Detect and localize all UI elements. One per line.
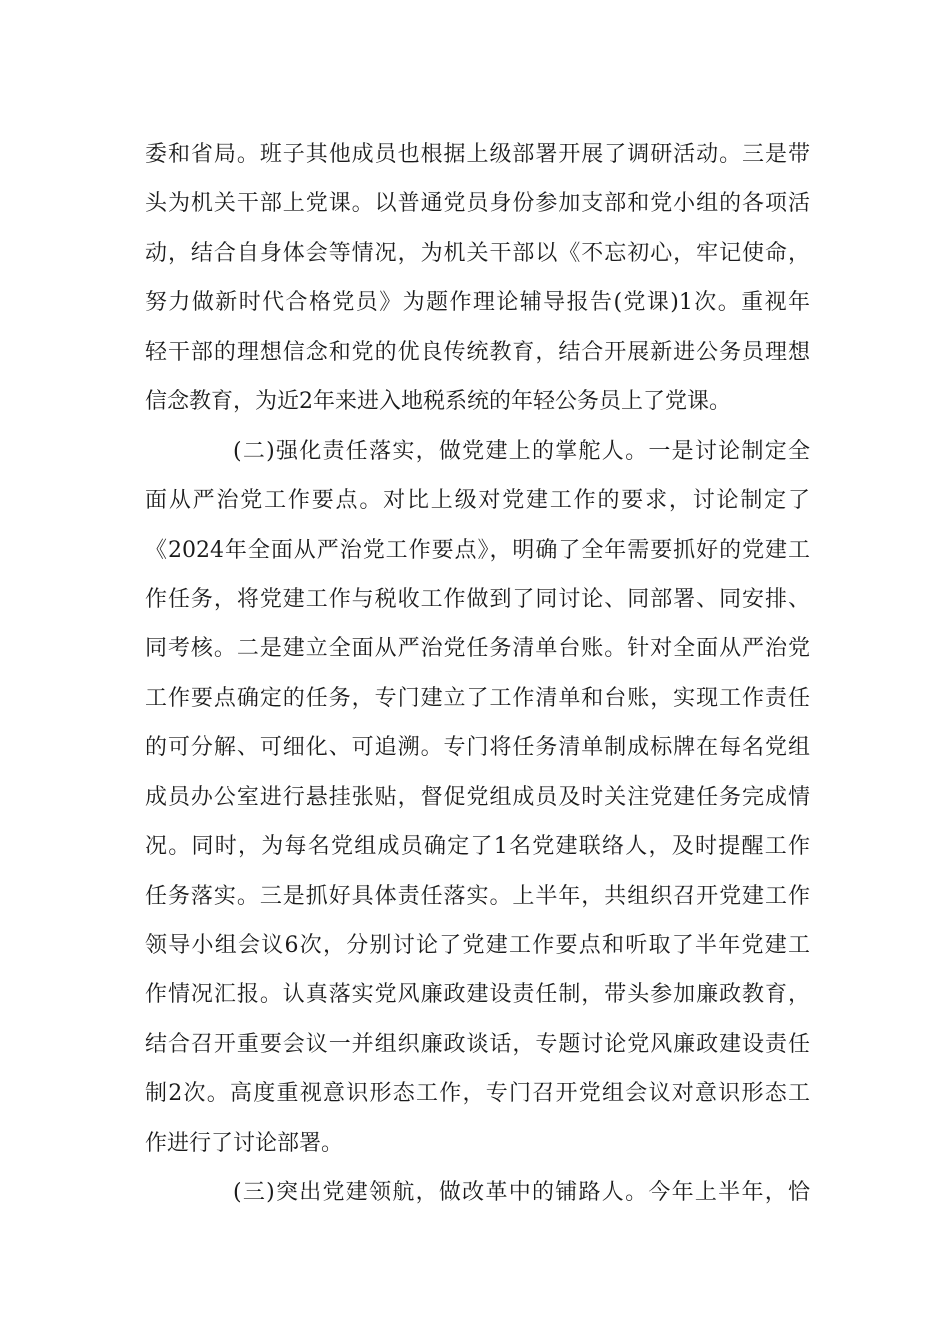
text-line: 面从严治党工作要点。对比上级对党建工作的要求，讨论制定了 [145,488,810,514]
text-line: 动，结合自身体会等情况，为机关干部以《不忘初心，牢记使命， [145,240,810,266]
text-line: 委和省局。班子其他成员也根据上级部署开展了调研活动。三是带 [145,142,810,167]
text-line: 《2024年全面从严治党工作要点》，明确了全年需要抓好的党建工 [145,537,810,563]
text-line: 的可分解、可细化、可追溯。专门将任务清单制成标牌在每名党组 [145,735,810,761]
text-line: (二)强化责任落实，做党建上的掌舵人。一是讨论制定全 [233,438,810,464]
text-line: 努力做新时代合格党员》为题作理论辅导报告(党课)1次。重视年 [145,290,810,316]
document-body [145,130,810,1218]
text-line: 成员办公室进行悬挂张贴，督促党组成员及时关注党建任务完成情 [145,784,810,810]
text-line: 作进行了讨论部署。 [145,1130,344,1156]
text-line: 信念教育，为近2年来进入地税系统的年轻公务员上了党课。 [145,389,731,415]
text-line: 工作要点确定的任务，专门建立了工作清单和台账，实现工作责任 [145,685,810,711]
text-line: 同考核。二是建立全面从严治党任务清单台账。针对全面从严治党 [145,636,810,662]
text-line: 作情况汇报。认真落实党风廉政建设责任制，带头参加廉政教育， [145,982,810,1008]
text-line: 头为机关干部上党课。以普通党员身份参加支部和党小组的各项活 [145,191,810,217]
text-line: 领导小组会议6次，分别讨论了党建工作要点和听取了半年党建工 [145,933,810,958]
text-line: 轻干部的理想信念和党的优良传统教育，结合开展新进公务员理想 [145,339,810,365]
text-line: 制2次。高度重视意识形态工作，专门召开党组会议对意识形态工 [145,1081,810,1107]
text-line: 况。同时，为每名党组成员确定了1名党建联络人，及时提醒工作 [145,834,810,860]
text-line: 作任务，将党建工作与税收工作做到了同讨论、同部署、同安排、 [145,586,810,612]
text-line: 任务落实。三是抓好具体责任落实。上半年，共组织召开党建工作 [145,883,810,909]
text-line: (三)突出党建领航，做改革中的铺路人。今年上半年，恰 [233,1180,810,1206]
text-line: 结合召开重要会议一并组织廉政谈话，专题讨论党风廉政建设责任 [145,1031,810,1057]
